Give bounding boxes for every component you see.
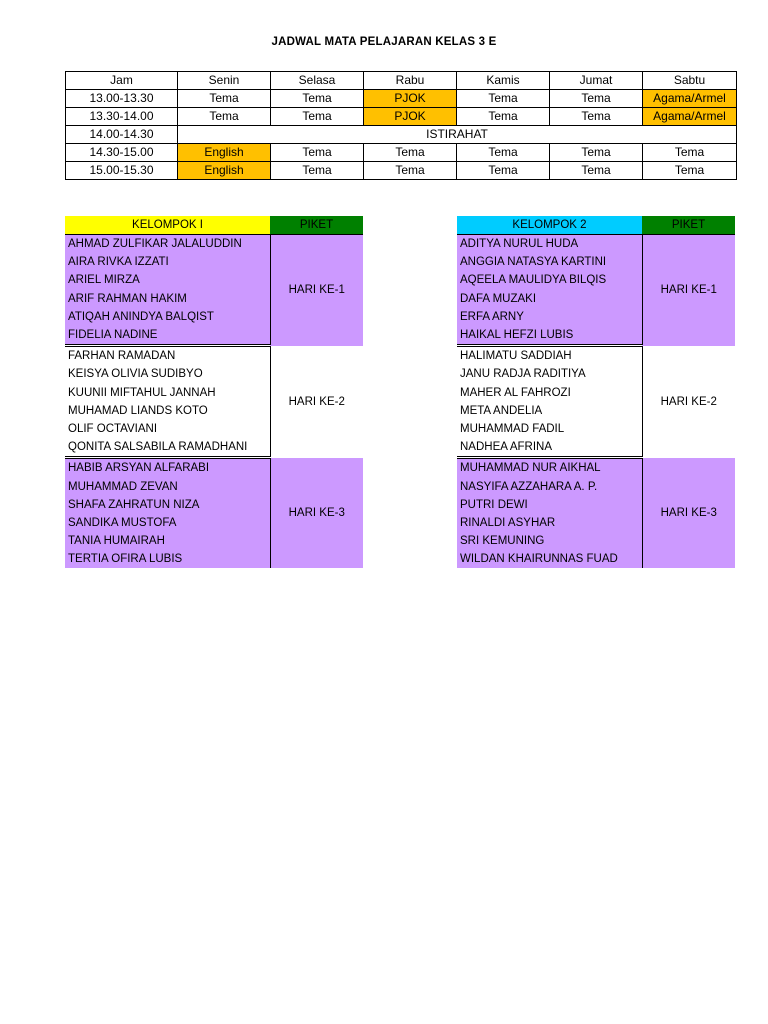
subject-cell: English (178, 144, 271, 162)
member-name: MUHAMAD LIANDS KOTO (68, 404, 208, 417)
piket-day: HARI KE-1 (270, 235, 363, 346)
subject-cell: Agama/Armel (643, 108, 737, 126)
list-item (65, 458, 363, 478)
member-name: TANIA HUMAIRAH (65, 532, 270, 550)
piket-day: HARI KE-2 (270, 346, 363, 458)
group-header: KELOMPOK 2 (457, 216, 642, 235)
member-name: AQEELA MAULIDYA BILQIS (457, 271, 642, 289)
member-name: WILDAN KHAIRUNNAS FUAD (457, 550, 642, 568)
member-name: NADHEA AFRINA (457, 438, 642, 458)
subject-cell: PJOK (364, 108, 457, 126)
piket-day: HARI KE-3 (642, 458, 735, 569)
list-item (457, 346, 735, 366)
group-header-row (457, 216, 735, 235)
member-name: MUHAMMAD ZEVAN (65, 477, 270, 495)
member-name: PUTRI DEWI (457, 496, 642, 514)
subject-cell: Tema (457, 90, 550, 108)
schedule-header-cell: Jam (66, 72, 178, 90)
piket-day: HARI KE-2 (642, 346, 735, 458)
subject-cell: Tema (550, 90, 643, 108)
time-cell: 14.00-14.30 (66, 126, 178, 144)
member-name: ERFA ARNY (457, 308, 642, 326)
group-header: KELOMPOK I (65, 216, 270, 235)
piket-header: PIKET (642, 216, 735, 235)
list-item (457, 235, 735, 254)
list-item (457, 458, 735, 478)
list-item (65, 346, 363, 366)
subject-cell: Tema (457, 162, 550, 180)
break-cell: ISTIRAHAT (178, 126, 737, 144)
schedule-header-row (66, 72, 737, 90)
schedule-header-cell: Selasa (271, 72, 364, 90)
member-name: DAFA MUZAKI (457, 290, 642, 308)
member-name: ARIF RAHMAN HAKIM (65, 290, 270, 308)
member-name: SRI KEMUNING (457, 532, 642, 550)
subject-cell: Tema (643, 144, 737, 162)
schedule-table (65, 71, 737, 180)
schedule-header-cell: Senin (178, 72, 271, 90)
member-name: NASYIFA AZZAHARA A. P. (457, 477, 642, 495)
subject-cell: Tema (457, 144, 550, 162)
member-name: AIRA RIVKA IZZATI (65, 253, 270, 271)
subject-cell: Tema (643, 162, 737, 180)
member-name: HALIMATU SADDIAH (460, 350, 572, 363)
schedule-row (66, 144, 737, 162)
schedule-row (66, 108, 737, 126)
member-name: RINALDI ASYHAR (457, 514, 642, 532)
schedule-header-cell: Kamis (457, 72, 550, 90)
subject-cell: English (178, 162, 271, 180)
list-item (65, 235, 363, 254)
member-name: FARHAN RAMADAN (68, 350, 176, 363)
subject-cell: Tema (178, 108, 271, 126)
member-name: SHAFA ZAHRATUN NIZA (65, 496, 270, 514)
member-name: OLIF OCTAVIANI (68, 422, 158, 435)
member-name: FIDELIA NADINE (65, 326, 270, 346)
member-name: HABIB ARSYAN ALFARABI (65, 458, 270, 478)
group-2-table (457, 216, 735, 568)
subject-cell: Tema (271, 144, 364, 162)
schedule-row (66, 126, 737, 144)
subject-cell: Tema (550, 108, 643, 126)
member-name: MUHAMMAD FADIL (460, 422, 565, 435)
group-header-row (65, 216, 363, 235)
time-cell: 13.30-14.00 (66, 108, 178, 126)
schedule-row (66, 162, 737, 180)
member-name: HAIKAL HEFZI LUBIS (457, 326, 642, 346)
subject-cell: Tema (457, 108, 550, 126)
member-name: ATIQAH ANINDYA BALQIST (65, 308, 270, 326)
member-name: MUHAMMAD NUR AIKHAL (457, 458, 642, 478)
member-name: ADITYA NURUL HUDA (457, 235, 642, 254)
subject-cell: PJOK (364, 90, 457, 108)
schedule-header-cell: Rabu (364, 72, 457, 90)
member-name: TERTIA OFIRA LUBIS (65, 550, 270, 568)
schedule-row (66, 90, 737, 108)
time-cell: 13.00-13.30 (66, 90, 178, 108)
group-1-table (65, 216, 363, 568)
page-title: JADWAL MATA PELAJARAN KELAS 3 E (271, 36, 497, 48)
subject-cell: Tema (271, 162, 364, 180)
schedule-header-cell: Sabtu (643, 72, 737, 90)
member-name: META ANDELIA (460, 404, 543, 417)
subject-cell: Agama/Armel (643, 90, 737, 108)
subject-cell: Tema (271, 108, 364, 126)
piket-day: HARI KE-3 (270, 458, 363, 569)
subject-cell: Tema (550, 144, 643, 162)
subject-cell: Tema (271, 90, 364, 108)
subject-cell: Tema (550, 162, 643, 180)
member-name: SANDIKA MUSTOFA (65, 514, 270, 532)
member-name: KEISYA OLIVIA SUDIBYO (68, 368, 203, 381)
subject-cell: Tema (178, 90, 271, 108)
member-name: ARIEL MIRZA (65, 271, 270, 289)
member-name: KUUNII MIFTAHUL JANNAH (68, 386, 216, 399)
time-cell: 15.00-15.30 (66, 162, 178, 180)
piket-header: PIKET (270, 216, 363, 235)
piket-day: HARI KE-1 (642, 235, 735, 346)
time-cell: 14.30-15.00 (66, 144, 178, 162)
member-name: QONITA SALSABILA RAMADHANI (65, 438, 270, 458)
member-name: ANGGIA NATASYA KARTINI (457, 253, 642, 271)
member-name: JANU RADJA RADITIYA (460, 368, 586, 381)
subject-cell: Tema (364, 162, 457, 180)
subject-cell: Tema (364, 144, 457, 162)
schedule-header-cell: Jumat (550, 72, 643, 90)
member-name: AHMAD ZULFIKAR JALALUDDIN (65, 235, 270, 254)
member-name: MAHER AL FAHROZI (460, 386, 571, 399)
